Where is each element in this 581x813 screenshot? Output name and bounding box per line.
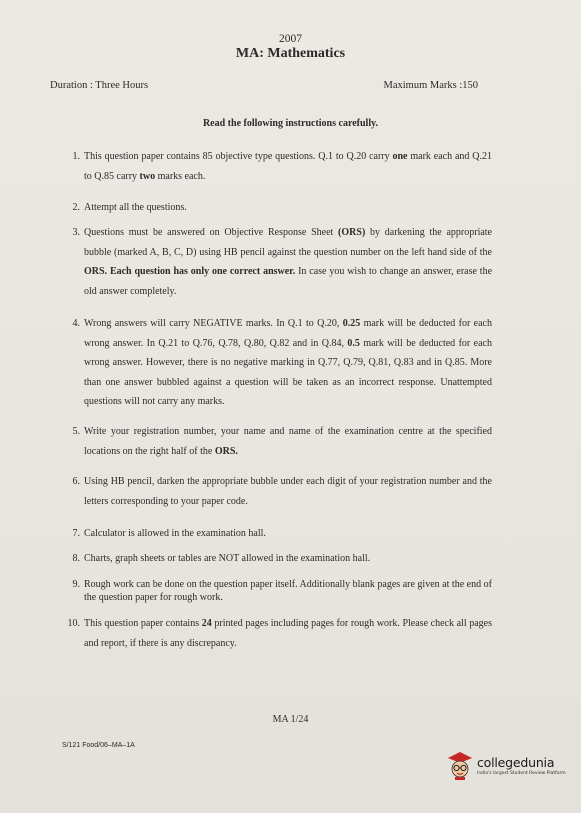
instructions-heading: Read the following instructions carefully. xyxy=(202,118,379,129)
instruction-number: 1. xyxy=(72,151,80,162)
instruction-item-5 xyxy=(62,422,492,461)
instruction-text: Wrong answers will carry NEGATIVE marks. In Q.1 to Q.20, 0.25 mark will be deducted for each wrong answer. In Q.21 to Q.76, Q.78, Q.80, Q.82 and in Q.84, 0.5 mark will be deducted for each wrong answer. However, there is no negative marking in Q.77, Q.79, Q.81, Q.83 and in Q.85. More than one answer bubbled against a question will be taken as an incorrect response. Unattempted questions will not carry any marks. xyxy=(84,318,492,407)
collegedunia-logo xyxy=(446,749,576,781)
page-number: MA 1/24 xyxy=(272,714,309,725)
instruction-item-6 xyxy=(62,472,492,511)
instruction-text: Using HB pencil, darken the appropriate bubble under each digit of your registration number and the letters corresponding to your paper code. xyxy=(84,476,492,507)
instruction-item-9 xyxy=(62,578,492,604)
instruction-text: Charts, graph sheets or tables are NOT allowed in the examination hall. xyxy=(84,553,371,564)
instruction-item-7 xyxy=(62,524,492,544)
instruction-number: 9. xyxy=(72,579,80,590)
instruction-text: Write your registration number, your name and name of the examination centre at the specified locations on the right half of the ORS. xyxy=(84,426,492,457)
mascot-icon xyxy=(446,750,474,780)
paper-code: S/121 Food/06–MA–1A xyxy=(62,742,135,749)
instruction-item-3 xyxy=(62,223,492,301)
logo-text xyxy=(477,755,566,776)
instruction-number: 7. xyxy=(72,528,80,539)
instruction-number: 2. xyxy=(72,202,80,213)
instruction-text: This question paper contains 24 printed pages including pages for rough work. Please check all pages and report, if there is any discrepancy. xyxy=(84,618,492,649)
instruction-text: Rough work can be done on the question paper itself. Additionally blank pages are given at the end of the question paper for rough work. xyxy=(84,579,492,603)
instruction-number: 3. xyxy=(72,227,80,238)
instruction-item-2 xyxy=(62,198,492,218)
instruction-item-8 xyxy=(62,549,492,569)
instruction-item-10 xyxy=(62,614,492,653)
max-marks-text: Maximum Marks :150 xyxy=(383,80,478,91)
instruction-item-4 xyxy=(62,314,492,412)
logo-tagline: India's largest Student Review Platform xyxy=(477,770,566,776)
instruction-number: 10. xyxy=(67,618,80,629)
instruction-item-1 xyxy=(62,147,492,186)
paper-title: MA: Mathematics xyxy=(235,46,346,61)
instruction-number: 5. xyxy=(72,426,80,437)
instruction-text: This question paper contains 85 objective type questions. Q.1 to Q.20 carry one mark each and Q.21 to Q.85 carry two marks each. xyxy=(84,151,492,182)
duration-text: Duration : Three Hours xyxy=(50,80,149,91)
instruction-text: Attempt all the questions. xyxy=(84,202,187,213)
logo-name: collegedunia xyxy=(477,754,555,770)
instruction-text: Calculator is allowed in the examination hall. xyxy=(84,528,266,539)
instruction-number: 6. xyxy=(72,476,80,487)
instruction-number: 8. xyxy=(72,553,80,564)
instruction-number: 4. xyxy=(72,318,80,329)
exam-year: 2007 xyxy=(279,33,302,45)
instruction-text: Questions must be answered on Objective Response Sheet (ORS) by darkening the appropriate bubble (marked A, B, C, D) using HB pencil against the question number on the left hand side of the ORS. Each question has only one correct answer. In case you wish to change an answer, erase the old answer completely. xyxy=(84,227,493,297)
